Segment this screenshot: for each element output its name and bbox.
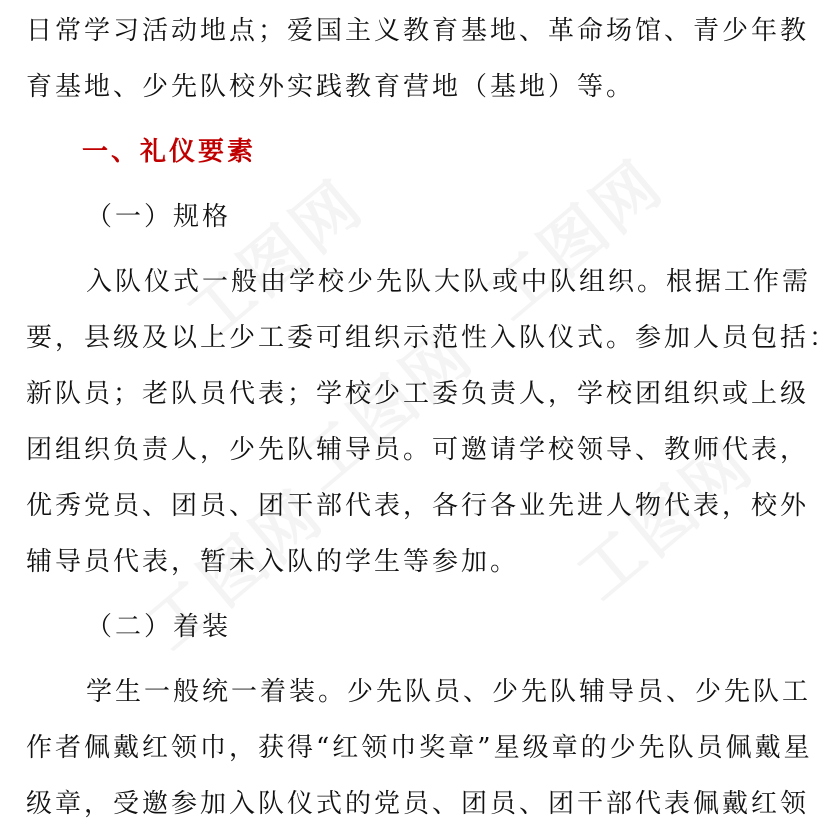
paragraph-line: 育基地、少先队校外实践教育营地（基地）等。 <box>26 72 636 102</box>
paragraph-line: 学生一般统一着装。少先队员、少先队辅导员、少先队工 <box>86 677 812 707</box>
paragraph-line: 入队仪式一般由学校少先队大队或中队组织。根据工作需 <box>86 267 812 297</box>
paragraph-line: 要，县级及以上少工委可组织示范性入队仪式。参加人员包括： <box>26 323 838 353</box>
paragraph-line: 日常学习活动地点；爱国主义教育基地、革命场馆、青少年教 <box>26 16 810 46</box>
paragraph-line: 作者佩戴红领巾，获得“红领巾奖章”星级章的少先队员佩戴星 <box>26 733 813 763</box>
section-heading: 一、礼仪要素 <box>82 137 257 167</box>
paragraph-line: 新队员；老队员代表；学校少工委负责人，学校团组织或上级 <box>26 379 810 409</box>
subsection-heading: （一）规格 <box>86 202 232 232</box>
paragraph-line: 团组织负责人，少先队辅导员。可邀请学校领导、教师代表， <box>26 435 810 465</box>
subsection-heading: （二）着装 <box>86 612 232 642</box>
paragraph-line: 辅导员代表，暂未入队的学生等参加。 <box>26 547 520 577</box>
paragraph-line: 优秀党员、团员、团干部代表，各行各业先进人物代表，校外 <box>26 491 810 521</box>
paragraph-line: 级章，受邀参加入队仪式的党员、团员、团干部代表佩戴红领 <box>26 789 810 819</box>
